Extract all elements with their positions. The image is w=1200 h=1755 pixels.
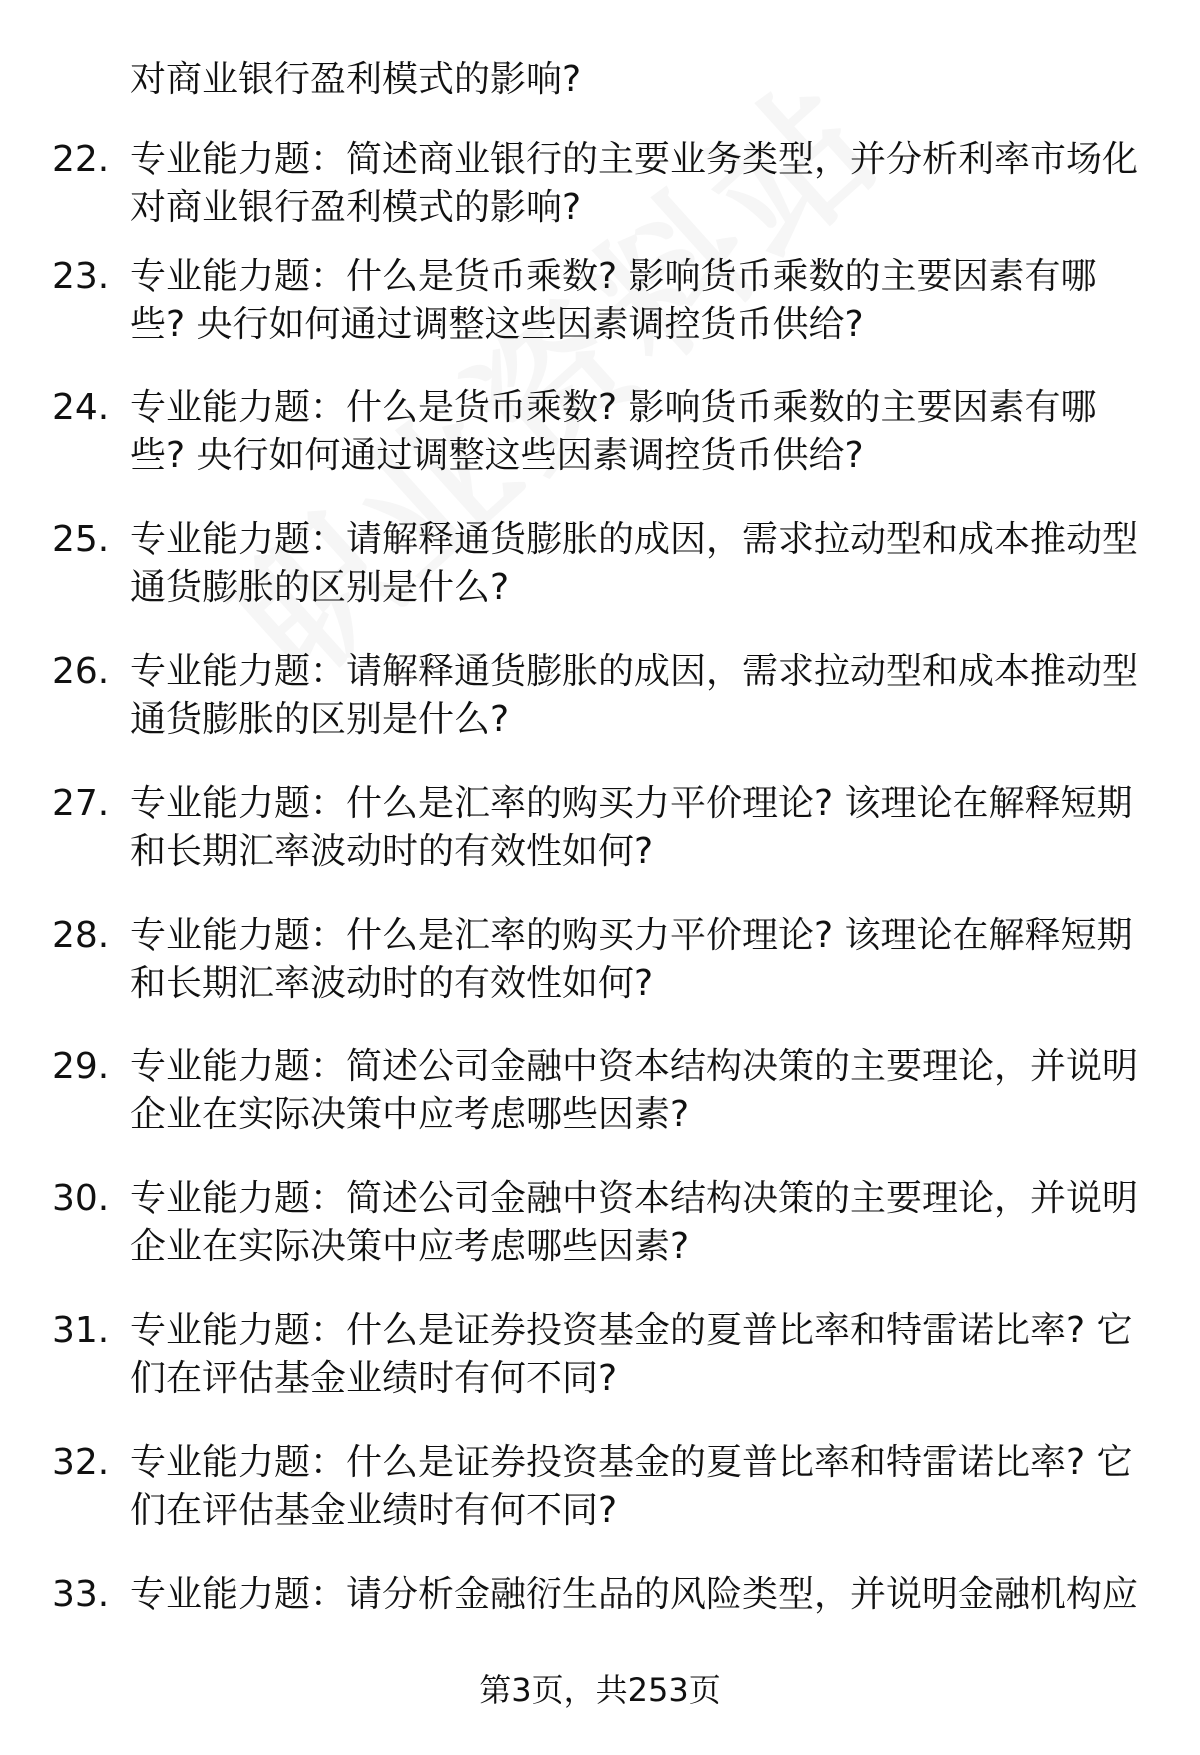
- item-number: 32.: [52, 1442, 110, 1483]
- item-text: 专业能力题：什么是货币乘数? 影响货币乘数的主要因素有哪些? 央行如何通过调整这些因素调控货币供给?: [130, 256, 1097, 345]
- item-text: 专业能力题：什么是证券投资基金的夏普比率和特雷诺比率? 它们在评估基金业绩时有何不同?: [130, 1442, 1133, 1531]
- item-number: 24.: [52, 387, 110, 428]
- item-number: 28.: [52, 915, 110, 956]
- item-text: 专业能力题：请解释通货膨胀的成因，需求拉动型和成本推动型通货膨胀的区别是什么?: [130, 651, 1139, 740]
- item-text: 专业能力题：什么是证券投资基金的夏普比率和特雷诺比率? 它们在评估基金业绩时有何不同?: [130, 1310, 1133, 1399]
- item-text: 专业能力题：什么是货币乘数? 影响货币乘数的主要因素有哪些? 央行如何通过调整这些因素调控货币供给?: [130, 387, 1097, 476]
- item-number: 23.: [52, 256, 110, 297]
- item-text: 专业能力题：请分析金融衍生品的风险类型，并说明金融机构应: [130, 1574, 1139, 1615]
- item-number: 25.: [52, 519, 110, 560]
- item-text: 专业能力题：简述公司金融中资本结构决策的主要理论，并说明企业在实际决策中应考虑哪些因素?: [130, 1046, 1139, 1135]
- item-number: 27.: [52, 783, 110, 824]
- item-number: 30.: [52, 1178, 110, 1219]
- item-number: 22.: [52, 139, 110, 180]
- page-footer: 第3页，共253页: [479, 1671, 721, 1709]
- item-number: 29.: [52, 1046, 110, 1087]
- item-text: 专业能力题：请解释通货膨胀的成因，需求拉动型和成本推动型通货膨胀的区别是什么?: [130, 519, 1139, 608]
- watermark: [180, 25, 919, 721]
- item-text: 专业能力题：简述商业银行的主要业务类型，并分析利率市场化对商业银行盈利模式的影响?: [130, 139, 1139, 228]
- item-number: 33.: [52, 1574, 110, 1615]
- item-number: 31.: [52, 1310, 110, 1351]
- continuation-text: 对商业银行盈利模式的影响?: [130, 59, 582, 100]
- item-text: 专业能力题：什么是汇率的购买力平价理论? 该理论在解释短期和长期汇率波动时的有效性如何?: [130, 783, 1133, 872]
- item-text: 专业能力题：简述公司金融中资本结构决策的主要理论，并说明企业在实际决策中应考虑哪些因素?: [130, 1178, 1139, 1267]
- item-number: 26.: [52, 651, 110, 692]
- item-text: 专业能力题：什么是汇率的购买力平价理论? 该理论在解释短期和长期汇率波动时的有效性如何?: [130, 915, 1133, 1004]
